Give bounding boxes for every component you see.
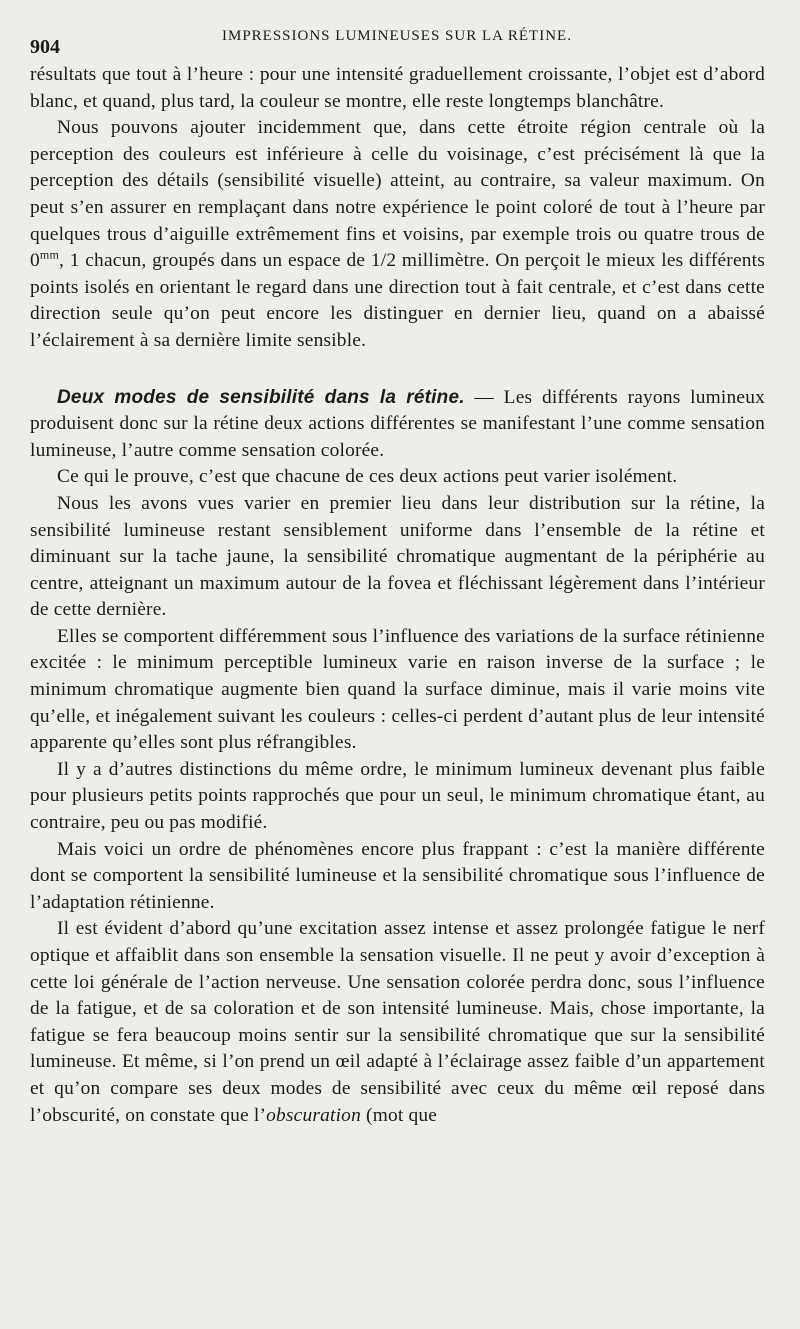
paragraph-4: Ce qui le prouve, c’est que chacune de ces deux actions peut varier isolément.: [57, 466, 678, 488]
paragraph-9: [30, 916, 765, 1129]
paragraph-6: Elles se comportent différemment sous l’influence des variations de la surface rétinienne excitée : le minimum perceptible lumineux varie en raison inverse de la surface ; le minimum chromatique augmente bien quand la surface diminue, mais il varie moins vite qu’elle, et inégalement suivant les couleurs : celles-ci perdent d’autant plus de leur intensité apparente qu’elles sont plus réfrangibles.: [30, 625, 765, 754]
paragraph-9-part-2: (mot que: [360, 1104, 438, 1126]
paragraph-9-part-1: Il est évident d’abord qu’une excitation assez intense et assez prolongée fatigue le nerf optique et affaiblit dans son ensemble la sensation visuelle. Il ne peut y avoir d’exception à cette loi générale de l’action nerveuse. Une sensation colorée perdra donc, sous l’influence de la fatigue, et de sa coloration et de son intensité lumineuse. Mais, chose importante, la fatigue se fera beaucoup moins sentir sur la sensibilité chromatique que sur la sensibilité lumineuse. Et même, si l’on prend un œil adapté à l’éclairage assez faible d’un appartement et qu’on compare ses deux modes de sensibilité avec ceux du même œil reposé dans l’obscurité, on constate que l’: [30, 918, 765, 1126]
obscuration-term: obscuration: [266, 1104, 361, 1126]
page-body: [30, 62, 765, 1129]
paragraph-5: Nous les avons vues varier en premier lieu dans leur distribution sur la rétine, la sensibilité lumineuse restant sensiblement uniforme dans l’ensemble de la rétine et diminuant sur la tache jaune, la sensibilité chromatique augmentant de la périphérie au centre, atteignant un maximum autour de la fovea et fléchissant légèrement dans l’intérieur de cette dernière.: [30, 492, 765, 621]
paragraph-3: [30, 385, 765, 465]
paragraph-2-part-2: , 1 chacun, groupés dans un espace de 1/2 millimètre. On perçoit le mieux les différents points isolés en orientant le regard dans une direction tout à fait centrale, et c’est dans cette direction seule qu’on peut encore les distinguer en dernier lieu, quand on a abaissé l’éclairement à sa dernière limite sensible.: [30, 250, 765, 351]
paragraph-2-part-1: Nous pouvons ajouter incidemment que, dans cette étroite région centrale où la perception des couleurs est inférieure à celle du voisinage, c’est précisément là que la perception des détails (sensibilité visuelle) atteint, au contraire, sa valeur maximum. On peut s’en assurer en remplaçant dans notre expérience le point coloré de tout à l’heure par quelques trous d’aiguille extrêmement fins et voisins, par exemple trois ou quatre trous de 0: [30, 117, 765, 272]
paragraph-7: Il y a d’autres distinctions du même ordre, le minimum lumineux devenant plus faible pour plusieurs petits points rapprochés que pour un seul, le minimum chromatique étant, au contraire, peu ou pas modifié.: [30, 758, 765, 834]
page-number: 904: [30, 36, 60, 58]
paragraph-1: résultats que tout à l’heure : pour une intensité graduellement croissante, l’objet est d’abord blanc, et quand, plus tard, la couleur se montre, elle reste longtemps blanchâtre.: [30, 64, 765, 112]
running-title: IMPRESSIONS LUMINEUSES SUR LA RÉTINE.: [222, 28, 572, 44]
millimetre-superscript: mm: [39, 247, 59, 262]
section-heading: Deux modes de sensibilité dans la rétine.: [57, 386, 465, 408]
paragraph-8: Mais voici un ordre de phénomènes encore plus frappant : c’est la manière différente dont se comportent la sensibilité lumineuse et la sensibilité chromatique sous l’influence de l’adaptation rétinienne.: [30, 838, 765, 913]
paragraph-3-text: — Les différents rayons lumineux produisent donc sur la rétine deux actions différentes se manifestant l’une comme sensation lumineuse, l’autre comme sensation colorée.: [30, 386, 765, 461]
paragraph-2: [30, 115, 765, 354]
page-header: [30, 26, 760, 56]
